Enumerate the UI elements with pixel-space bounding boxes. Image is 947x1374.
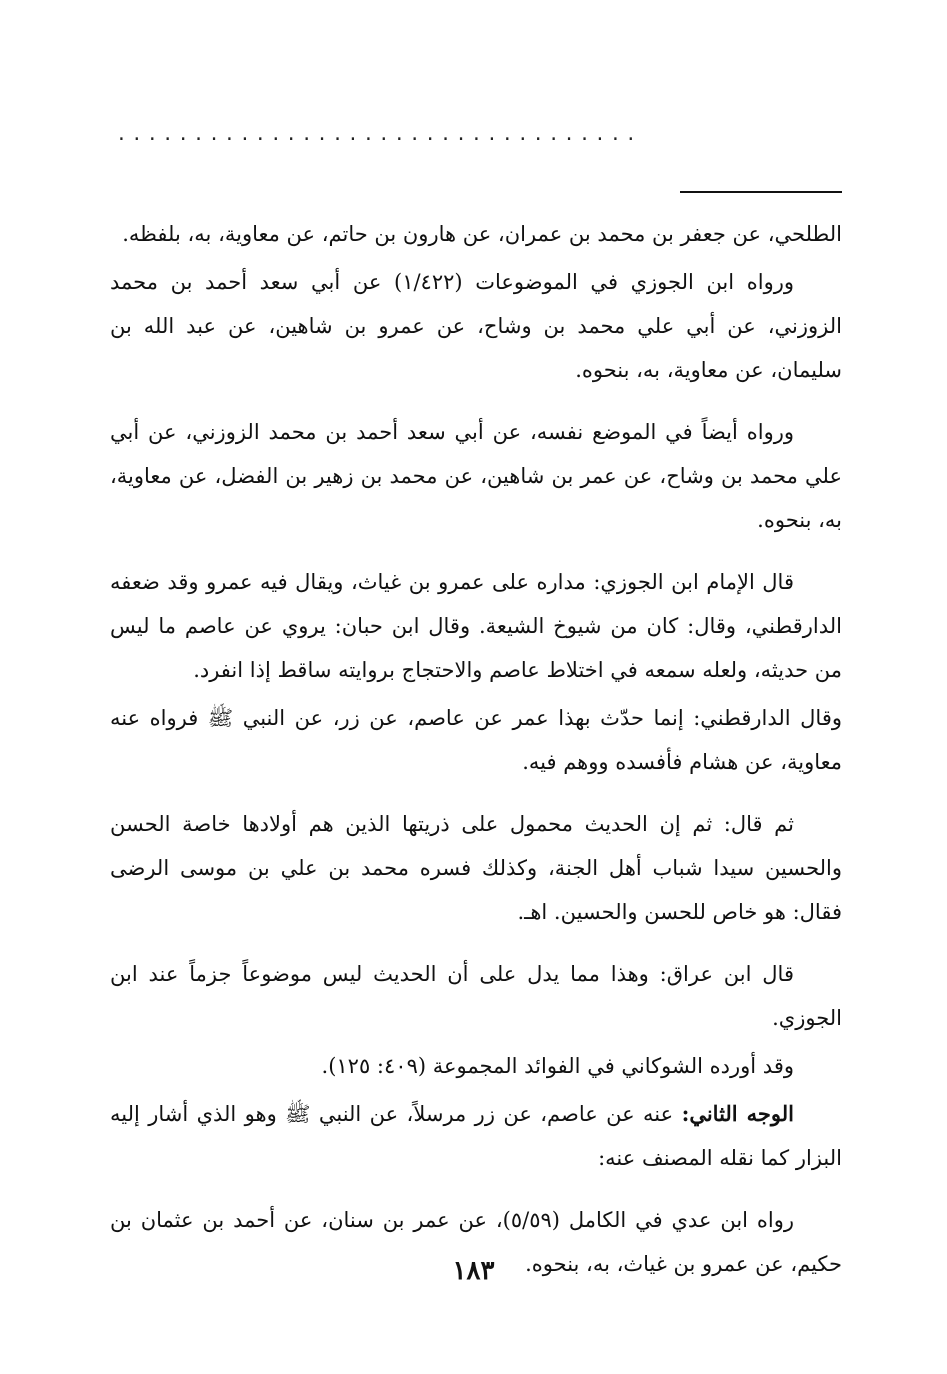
paragraph-ibn-jawzi-1: ورواه ابن الجوزي في الموضوعات (١/٤٢٢) عن أبي سعد أحمد بن محمد الزوزني، عن أبي علي محمد بن وشاح، عن عمرو بن شاهين، عن عبد الله بن سليمان، عن معاوية، به، بنحوه. (110, 270, 842, 382)
paragraph-daraqutni: وقال الدارقطني: إنما حدّث بهذا عمر عن عاصم، عن زر، عن النبي ﷺ فرواه عنه معاوية، عن هشام فأفسده ووهم فيه. (110, 706, 842, 774)
paragraph-continuation: الطلحي، عن جعفر بن محمد بن عمران، عن هارون بن حاتم، عن معاوية، به، بلفظه. (122, 222, 842, 246)
section-heading: الوجه الثاني: (681, 1101, 794, 1126)
footnote-rule (680, 191, 842, 193)
paragraph-then-said: ثم قال: ثم إن الحديث محمول على ذريتها الذين هم أولادها خاصة الحسن والحسين سيدا شباب أهل الجنة، وكذلك فسره محمد بن علي بن موسى الرضى فقال: هو خاص للحسن والحسين. اهـ. (110, 812, 842, 924)
second-aspect-text: عنه عن عاصم، عن زر مرسلاً، عن النبي ﷺ وهو الذي أشار إليه البزار كما نقله المصنف عنه: (110, 1102, 842, 1170)
paragraph-shawkani: وقد أورده الشوكاني في الفوائد المجموعة (٤٠٩: ١٢٥). (321, 1054, 794, 1078)
page-body (110, 212, 842, 1304)
paragraph-ibn-adi: رواه ابن عدي في الكامل (٥/٥٩)، عن عمر بن سنان، عن أحمد بن عثمان بن حكيم، عن عمرو بن غياث، به، بنحوه. (110, 1208, 842, 1276)
page-number: ١٨٣ (452, 1256, 495, 1286)
ellipsis-dots: .................................. (116, 128, 641, 142)
paragraph-ibn-jawzi-comment: قال الإمام ابن الجوزي: مداره على عمرو بن غياث، ويقال فيه عمرو وقد ضعفه الدارقطني، وقال: كان من شيوخ الشيعة. وقال ابن حبان: يروي عن عاصم ما ليس من حديثه، ولعله سمعه في اختلاط عاصم والاحتجاج بروايته ساقط إذا انفرد. (110, 570, 842, 682)
paragraph-ibn-jawzi-2: ورواه أيضاً في الموضع نفسه، عن أبي سعد أحمد بن محمد الزوزني، عن أبي علي محمد بن وشاح، عن عمر بن شاهين، عن محمد بن زهير بن الفضل، عن معاوية، به، بنحوه. (110, 420, 842, 532)
paragraph-ibn-iraq: قال ابن عراق: وهذا مما يدل على أن الحديث ليس موضوعاً جزماً عند ابن الجوزي. (110, 962, 842, 1030)
paragraph-second-aspect (110, 1092, 842, 1180)
